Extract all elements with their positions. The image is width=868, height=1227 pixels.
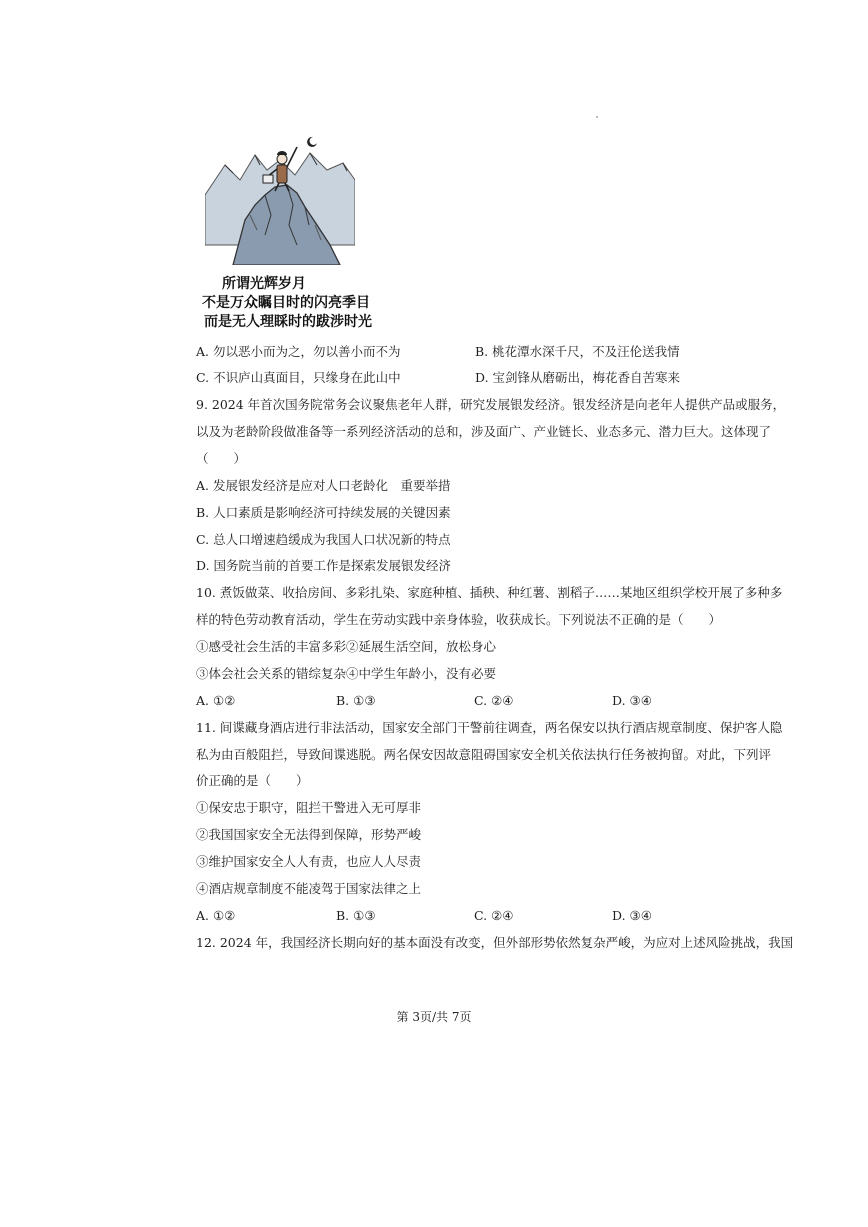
mountain-climber-illustration — [205, 125, 355, 265]
q9-option-d: D. 国务院当前的首要工作是探索发展银发经济 — [196, 558, 452, 573]
q8-option-c: C. 不识庐山真面目，只缘身在此山中 — [196, 370, 401, 385]
q8-option-a: A. 勿以恶小而为之，勿以善小而不为 — [196, 344, 401, 359]
q10-option-d: D. ③④ — [612, 693, 652, 708]
q11-option-a: A. ①② — [196, 908, 236, 923]
q8-option-b: B. 桃花潭水深千尺，不及汪伦送我情 — [475, 344, 680, 359]
q9-stem-line-1: 9. 2024 年首次国务院常务会议聚焦老年人群，研究发展银发经济。银发经济是向老年人提供产品或服务， — [196, 397, 786, 412]
q10-option-c: C. ②④ — [474, 693, 514, 708]
q12-stem-line-1: 12. 2024 年，我国经济长期向好的基本面没有改变，但外部形势依然复杂严峻，为应对上述风险挑战，我国 — [196, 935, 794, 950]
q10-option-a: A. ①② — [196, 693, 236, 708]
q10-statements-line-2: ③体会社会关系的错综复杂④中学生年龄小，没有必要 — [196, 666, 497, 681]
q11-option-c: C. ②④ — [474, 908, 514, 923]
q10-statements-line-1: ①感受社会生活的丰富多彩②延展生活空间，放松身心 — [196, 639, 497, 654]
speck — [596, 116, 598, 118]
page-footer: 第 3页/共 7页 — [396, 1010, 472, 1024]
q11-statement-3: ③维护国家安全人人有责，也应人人尽责 — [196, 854, 422, 869]
q11-statement-4: ④酒店规章制度不能凌驾于国家法律之上 — [196, 881, 422, 896]
q11-option-b: B. ①③ — [336, 908, 376, 923]
q11-stem-line-2: 私为由百般阻拦，导致间谍逃脱。两名保安因故意阻碍国家安全机关依法执行任务被拘留。对此，下列评 — [196, 747, 772, 762]
q10-options — [196, 693, 666, 709]
q11-stem-line-3: 价正确的是（ ） — [196, 773, 309, 788]
illustration-caption — [200, 275, 400, 332]
q11-statement-1: ①保安忠于职守，阻拦干警进入无可厚非 — [196, 800, 422, 815]
q9-option-b: B. 人口素质是影响经济可持续发展的关键因素 — [196, 505, 451, 520]
q9-option-c: C. 总人口增速趋缓成为我国人口状况新的特点 — [196, 532, 451, 547]
caption-line-2: 不是万众瞩目时的闪亮季目 — [202, 295, 370, 311]
q11-stem-line-1: 11. 间谍藏身酒店进行非法活动，国家安全部门干警前往调查，两名保安以执行酒店规章制度、保护客人隐 — [196, 720, 783, 735]
q8-option-d: D. 宝剑锋从磨砺出，梅花香自苦寒来 — [475, 370, 681, 385]
q11-statement-2: ②我国国家安全无法得到保障，形势严峻 — [196, 827, 422, 842]
q9-stem-line-2: 以及为老龄阶段做准备等一系列经济活动的总和，涉及面广、产业链长、业态多元、潜力巨大。这体现了 — [196, 424, 772, 439]
q9-option-a: A. 发展银发经济是应对人口老龄化 重要举措 — [196, 478, 451, 493]
q10-option-b: B. ①③ — [336, 693, 376, 708]
q9-stem-line-3: （ ） — [196, 451, 247, 466]
q11-option-d: D. ③④ — [612, 908, 652, 923]
q11-options — [196, 908, 666, 924]
caption-line-3: 而是无人理睬时的跋涉时光 — [204, 314, 372, 330]
caption-line-1: 所谓光辉岁月 — [222, 276, 306, 292]
q10-stem-line-1: 10. 煮饭做菜、收拾房间、多彩扎染、家庭种植、插秧、种红薯、割稻子……某地区组织学校开展了多种多 — [196, 585, 783, 600]
q10-stem-line-2: 样的特色劳动教育活动，学生在劳动实践中亲身体验，收获成长。下列说法不正确的是（ ） — [196, 612, 722, 627]
